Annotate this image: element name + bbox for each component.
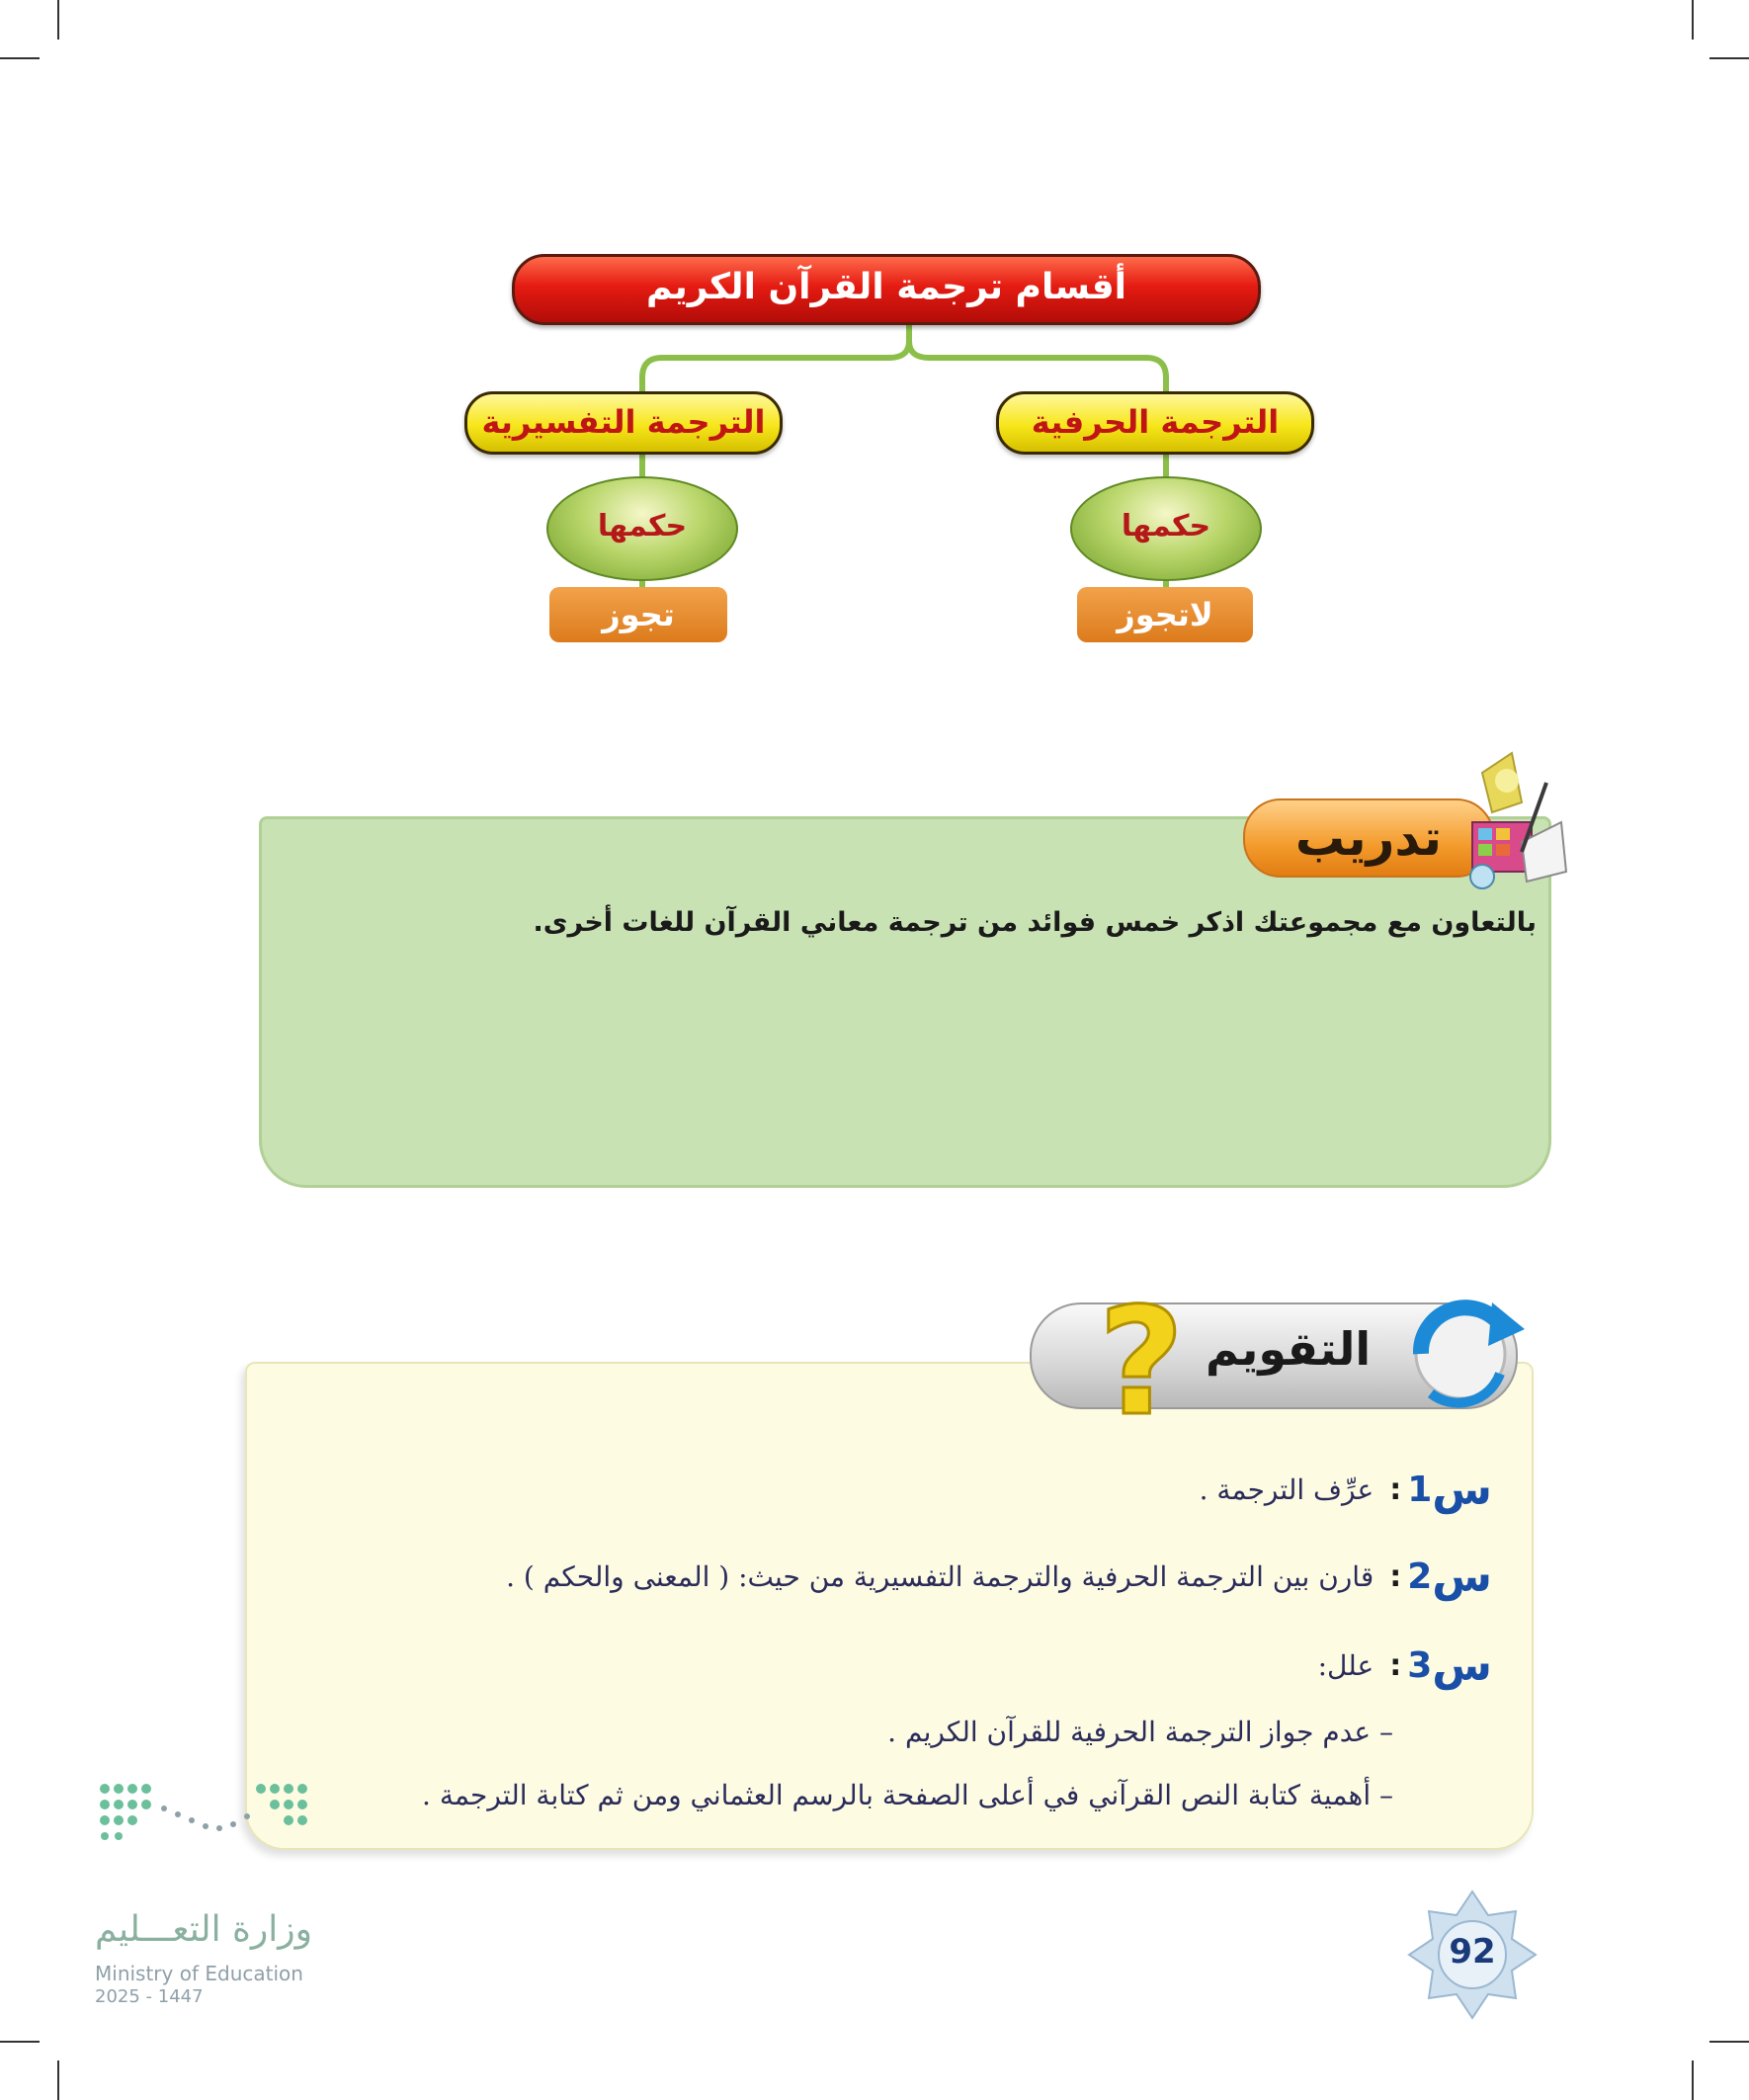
crop-mark xyxy=(57,2060,59,2100)
ruling-label-interpretive: حكمها xyxy=(546,476,738,581)
svg-text:?: ? xyxy=(1098,1285,1185,1433)
branch-interpretive: الترجمة التفسيرية xyxy=(464,391,783,455)
ruling-interpretive: تجوز xyxy=(549,587,727,642)
question-letter: س xyxy=(1432,1640,1492,1691)
diagram-connectors xyxy=(0,0,1749,692)
question-text: قارن بين الترجمة الحرفية والترجمة التفسيرية من حيث: ( المعنى والحكم ) . xyxy=(506,1560,1374,1593)
training-label: تدريب xyxy=(1243,798,1494,878)
diagram-title: أقسام ترجمة القرآن الكريم xyxy=(512,254,1261,325)
question-letter: س xyxy=(1432,1465,1492,1515)
crop-mark xyxy=(0,2041,40,2043)
question-3 xyxy=(1318,1640,1492,1691)
reason-bullet-2: – أهمية كتابة النص القرآني في أعلى الصفحة بالرسم العثماني ومن ثم كتابة الترجمة . xyxy=(422,1779,1393,1811)
question-letter: س xyxy=(1432,1552,1492,1602)
question-colon: : xyxy=(1389,1472,1402,1507)
question-colon: : xyxy=(1389,1648,1402,1683)
question-colon: : xyxy=(1389,1559,1402,1594)
crop-mark xyxy=(1692,2060,1694,2100)
ruling-label-literal: حكمها xyxy=(1070,476,1262,581)
page-number: 92 xyxy=(1449,1932,1496,1972)
question-mark-icon xyxy=(1087,1285,1196,1433)
refresh-globe-icon xyxy=(1401,1285,1530,1413)
stationery-icon xyxy=(1453,743,1571,891)
question-text: عرِّف الترجمة . xyxy=(1199,1473,1374,1506)
ministry-name-ar: وزارة التعـــليم xyxy=(95,1909,313,1950)
question-2 xyxy=(506,1552,1492,1602)
question-number-badge xyxy=(1383,1640,1492,1691)
question-number-badge xyxy=(1383,1465,1492,1515)
evaluation-label: التقويم xyxy=(1206,1322,1372,1376)
ministry-year: 2025 - 1447 xyxy=(95,1986,204,2007)
evaluation-box xyxy=(245,1362,1534,1850)
question-1 xyxy=(1200,1465,1492,1515)
question-number-badge xyxy=(1383,1552,1492,1602)
question-number: 2 xyxy=(1407,1556,1433,1597)
reason-bullet-1: – عدم جواز الترجمة الحرفية للقرآن الكريم . xyxy=(887,1716,1393,1748)
ministry-name-en: Ministry of Education xyxy=(95,1962,303,1985)
question-number: 3 xyxy=(1407,1645,1433,1686)
crop-mark xyxy=(1709,2041,1749,2043)
training-instruction: بالتعاون مع مجموعتك اذكر خمس فوائد من ترجمة معاني القرآن للغات أخرى. xyxy=(533,907,1537,938)
question-number: 1 xyxy=(1407,1470,1433,1510)
branch-literal: الترجمة الحرفية xyxy=(996,391,1314,455)
ruling-literal: لاتجوز xyxy=(1077,587,1253,642)
ministry-logo-icon xyxy=(95,1779,312,1897)
question-text: علل: xyxy=(1317,1649,1374,1682)
